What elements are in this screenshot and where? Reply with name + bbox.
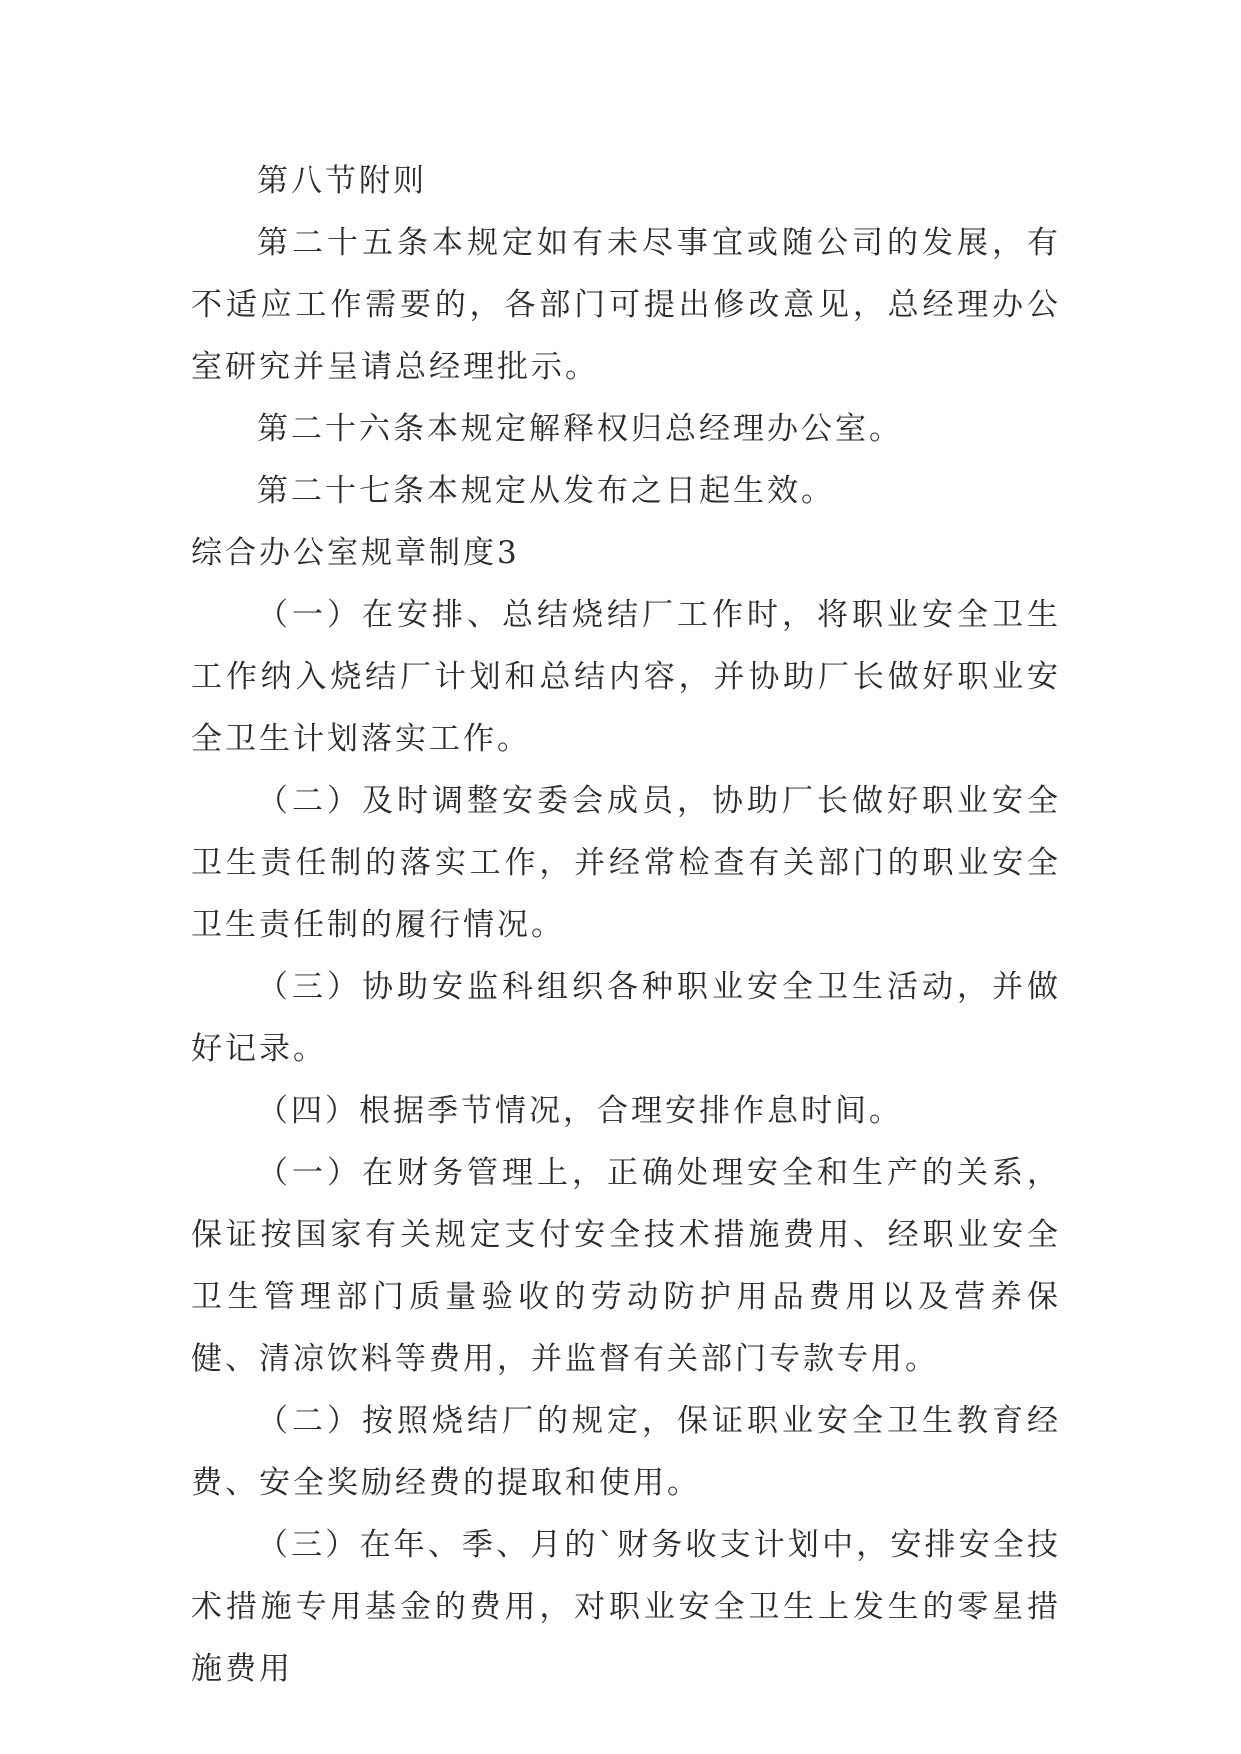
paragraph-item: （三）在年、季、月的`财务收支计划中，安排安全技术措施专用基金的费用，对职业安全卫生上发生的零星措施费用 xyxy=(191,1527,1061,1687)
paragraph-item: （四）根据季节情况，合理安排作息时间。 xyxy=(257,1093,903,1129)
document-title: 综合办公室规章制度3 xyxy=(191,535,520,571)
article-27: 第二十七条本规定从发布之日起生效。 xyxy=(257,473,835,509)
paragraph-item: （一）在财务管理上，正确处理安全和生产的关系，保证按国家有关规定支付安全技术措施费用、经职业安全卫生管理部门质量验收的劳动防护用品费用以及营养保健、清凉饮料等费用，并监督有关部门专款专用。 xyxy=(191,1155,1061,1377)
paragraph-item: （二）及时调整安委会成员，协助厂长做好职业安全卫生责任制的落实工作，并经常检查有关部门的职业安全卫生责任制的履行情况。 xyxy=(191,783,1061,943)
paragraph-item: （二）按照烧结厂的规定，保证职业安全卫生教育经费、安全奖励经费的提取和使用。 xyxy=(191,1403,1061,1501)
document-body xyxy=(191,150,1061,1700)
paragraph-item: （一）在安排、总结烧结厂工作时，将职业安全卫生工作纳入烧结厂计划和总结内容，并协助厂长做好职业安全卫生计划落实工作。 xyxy=(191,597,1061,757)
section-heading: 第八节附则 xyxy=(257,163,427,199)
article-25: 第二十五条本规定如有未尽事宜或随公司的发展，有不适应工作需要的，各部门可提出修改意见，总经理办公室研究并呈请总经理批示。 xyxy=(191,225,1061,385)
article-26: 第二十六条本规定解释权归总经理办公室。 xyxy=(257,411,903,447)
paragraph-item: （三）协助安监科组织各种职业安全卫生活动，并做好记录。 xyxy=(191,969,1061,1067)
